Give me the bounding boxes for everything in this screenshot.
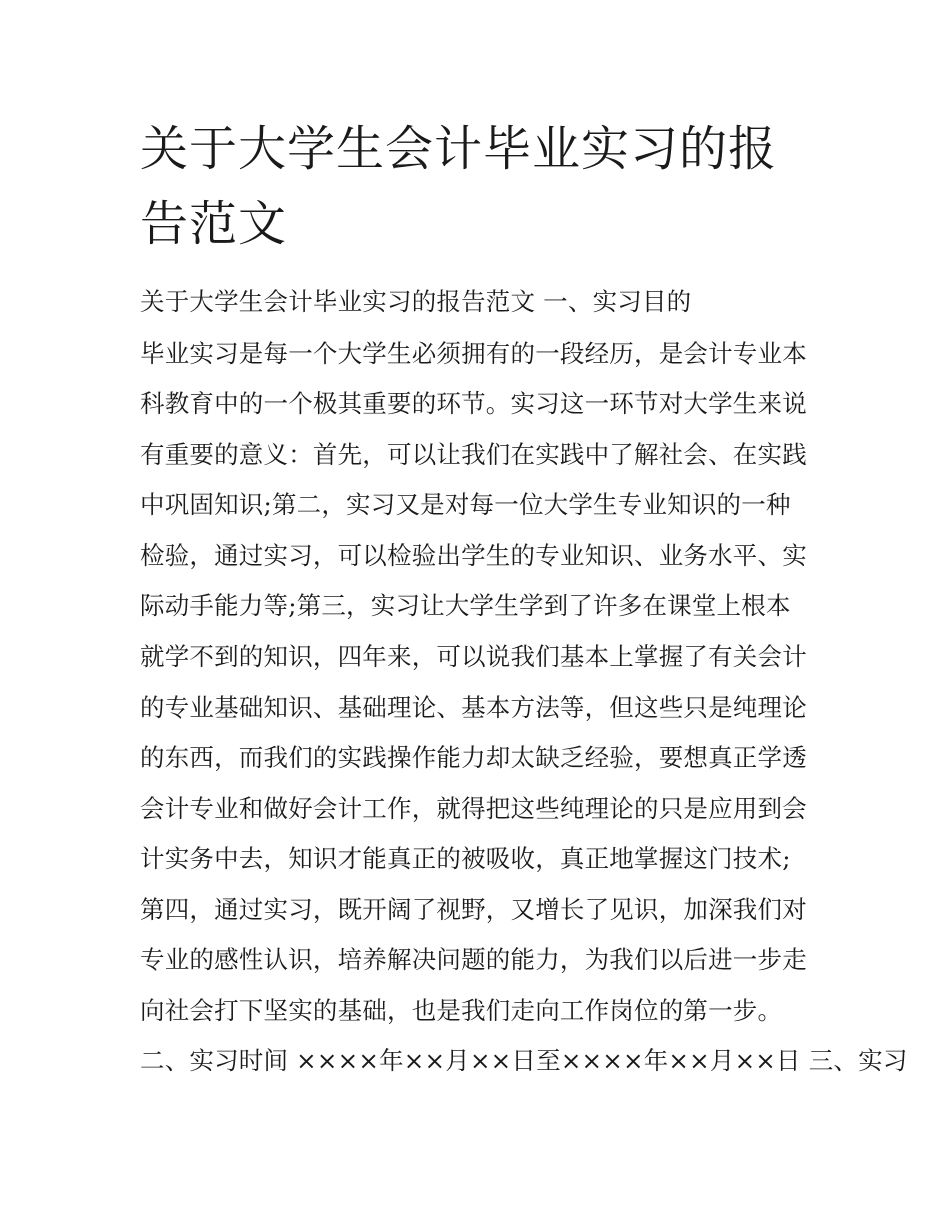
document-title-line-1: 关于大学生会计毕业实习的报 — [140, 121, 778, 177]
body-line-2: 毕业实习是每一个大学生必须拥有的一段经历，是会计专业本 — [140, 339, 807, 368]
body-line-13: 第四，通过实习，既开阔了视野，又增长了见识，加深我们对 — [140, 895, 807, 924]
body-line-7: 际动手能力等;第三，实习让大学生学到了许多在课堂上根本 — [140, 591, 791, 620]
body-line-5: 中巩固知识;第二，实习又是对每一位大学生专业知识的一种 — [140, 490, 791, 519]
body-line-3: 科教育中的一个极其重要的环节。实习这一环节对大学生来说 — [140, 389, 807, 418]
body-line-16: 二、实习时间 ××××年××月××日至××××年××月××日 三、实习 — [140, 1046, 908, 1075]
body-line-9: 的专业基础知识、基础理论、基本方法等，但这些只是纯理论 — [140, 693, 807, 722]
body-line-6: 检验，通过实习，可以检验出学生的专业知识、业务水平、实 — [140, 541, 807, 570]
body-line-8: 就学不到的知识，四年来，可以说我们基本上掌握了有关会计 — [140, 642, 807, 671]
body-line-10: 的东西，而我们的实践操作能力却太缺乏经验，要想真正学透 — [140, 743, 807, 772]
body-line-4: 有重要的意义：首先，可以让我们在实践中了解社会、在实践 — [140, 440, 807, 469]
body-line-14: 专业的感性认识，培养解决问题的能力，为我们以后进一步走 — [140, 945, 807, 974]
body-line-11: 会计专业和做好会计工作，就得把这些纯理论的只是应用到会 — [140, 794, 807, 823]
body-line-1: 关于大学生会计毕业实习的报告范文 一、实习目的 — [140, 287, 692, 316]
body-line-12: 计实务中去，知识才能真正的被吸收，真正地掌握这门技术; — [140, 844, 791, 873]
body-line-15: 向社会打下坚实的基础，也是我们走向工作岗位的第一步。 — [140, 996, 783, 1025]
document-title-line-2: 告范文 — [140, 196, 288, 252]
